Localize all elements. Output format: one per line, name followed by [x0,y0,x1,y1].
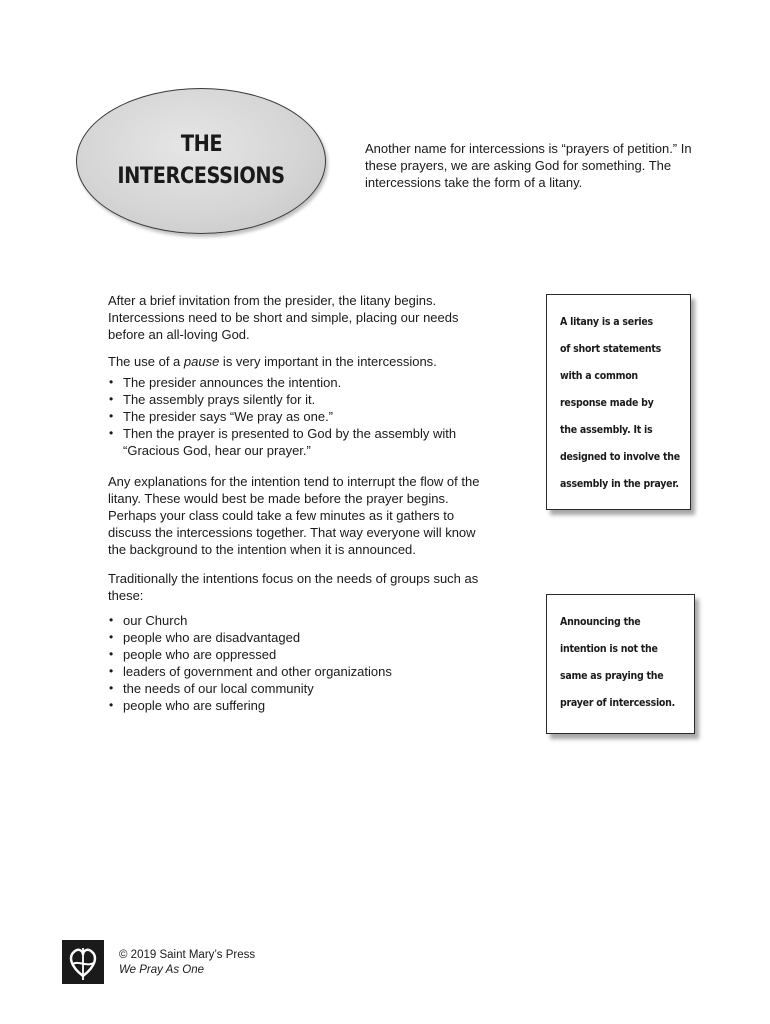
title-line-2: INTERCESSIONS [117,164,285,189]
title-line-1: THE [180,132,222,157]
sidebox-line: with a common [560,369,638,382]
pause-text-before: The use of a [108,354,184,369]
pause-text-after: is very important in the intercessions. [219,354,437,369]
sidebox-line: same as praying the [560,669,664,682]
sidebox-line: intention is not the [560,642,658,655]
list-item: • people who are oppressed [108,646,493,663]
announcing-note-box [546,594,695,734]
litany-definition-text [560,308,680,497]
paragraph-invitation: After a brief invitation from the presider, the litany begins. Intercessions need to be short and simple, placing our needs before an all-loving God. [108,293,459,342]
list-item: • The assembly prays silently for it. [108,391,493,408]
sidebox-line: of short statements [560,342,661,355]
saint-marys-press-logo-icon [62,940,104,984]
list-item: • Then the prayer is presented to God by the assembly with “Gracious God, hear our prayer.” [108,425,493,459]
steps-list [108,374,493,459]
sidebox-line: Announcing the [560,615,641,628]
list-item: • the needs of our local community [108,680,493,697]
list-item: • The presider announces the intention. [108,374,493,391]
sidebox-line: response made by [560,396,654,409]
sidebox-line: assembly in the prayer. [560,477,679,490]
copyright-text: © 2019 Saint Mary’s Press [119,949,256,961]
groups-list [108,612,493,714]
title-oval [76,88,326,234]
list-item: • our Church [108,612,493,629]
tagline-text: We Pray As One [119,964,205,976]
list-item: • people who are disadvantaged [108,629,493,646]
announcing-note-text [560,608,675,716]
list-item: • The presider says “We pray as one.” [108,408,493,425]
sidebox-line: prayer of intercession. [560,696,675,709]
footer [119,948,255,978]
sidebox-line: the assembly. It is [560,423,653,436]
intro-paragraph: Another name for intercessions is “prayers of petition.” In these prayers, we are asking God for something. The intercessions take the form of a litany. [365,141,692,190]
paragraph-traditionally: Traditionally the intentions focus on the needs of groups such as these: [108,571,479,603]
litany-definition-box [546,294,691,510]
sidebox-line: designed to involve the [560,450,680,463]
pause-emphasis: pause [183,354,220,369]
paragraph-pause [108,353,493,370]
paragraph-explanations: Any explanations for the intention tend to interrupt the flow of the litany. These would best be made before the prayer begins. Perhaps your class could take a few minutes as it gathers to discuss the intercessions together. That way everyone will know the background to the intention when it is announced. [108,474,480,557]
main-text-column [108,292,493,714]
list-item: • people who are suffering [108,697,493,714]
list-item: • leaders of government and other organizations [108,663,493,680]
sidebox-line: A litany is a series [560,315,653,328]
